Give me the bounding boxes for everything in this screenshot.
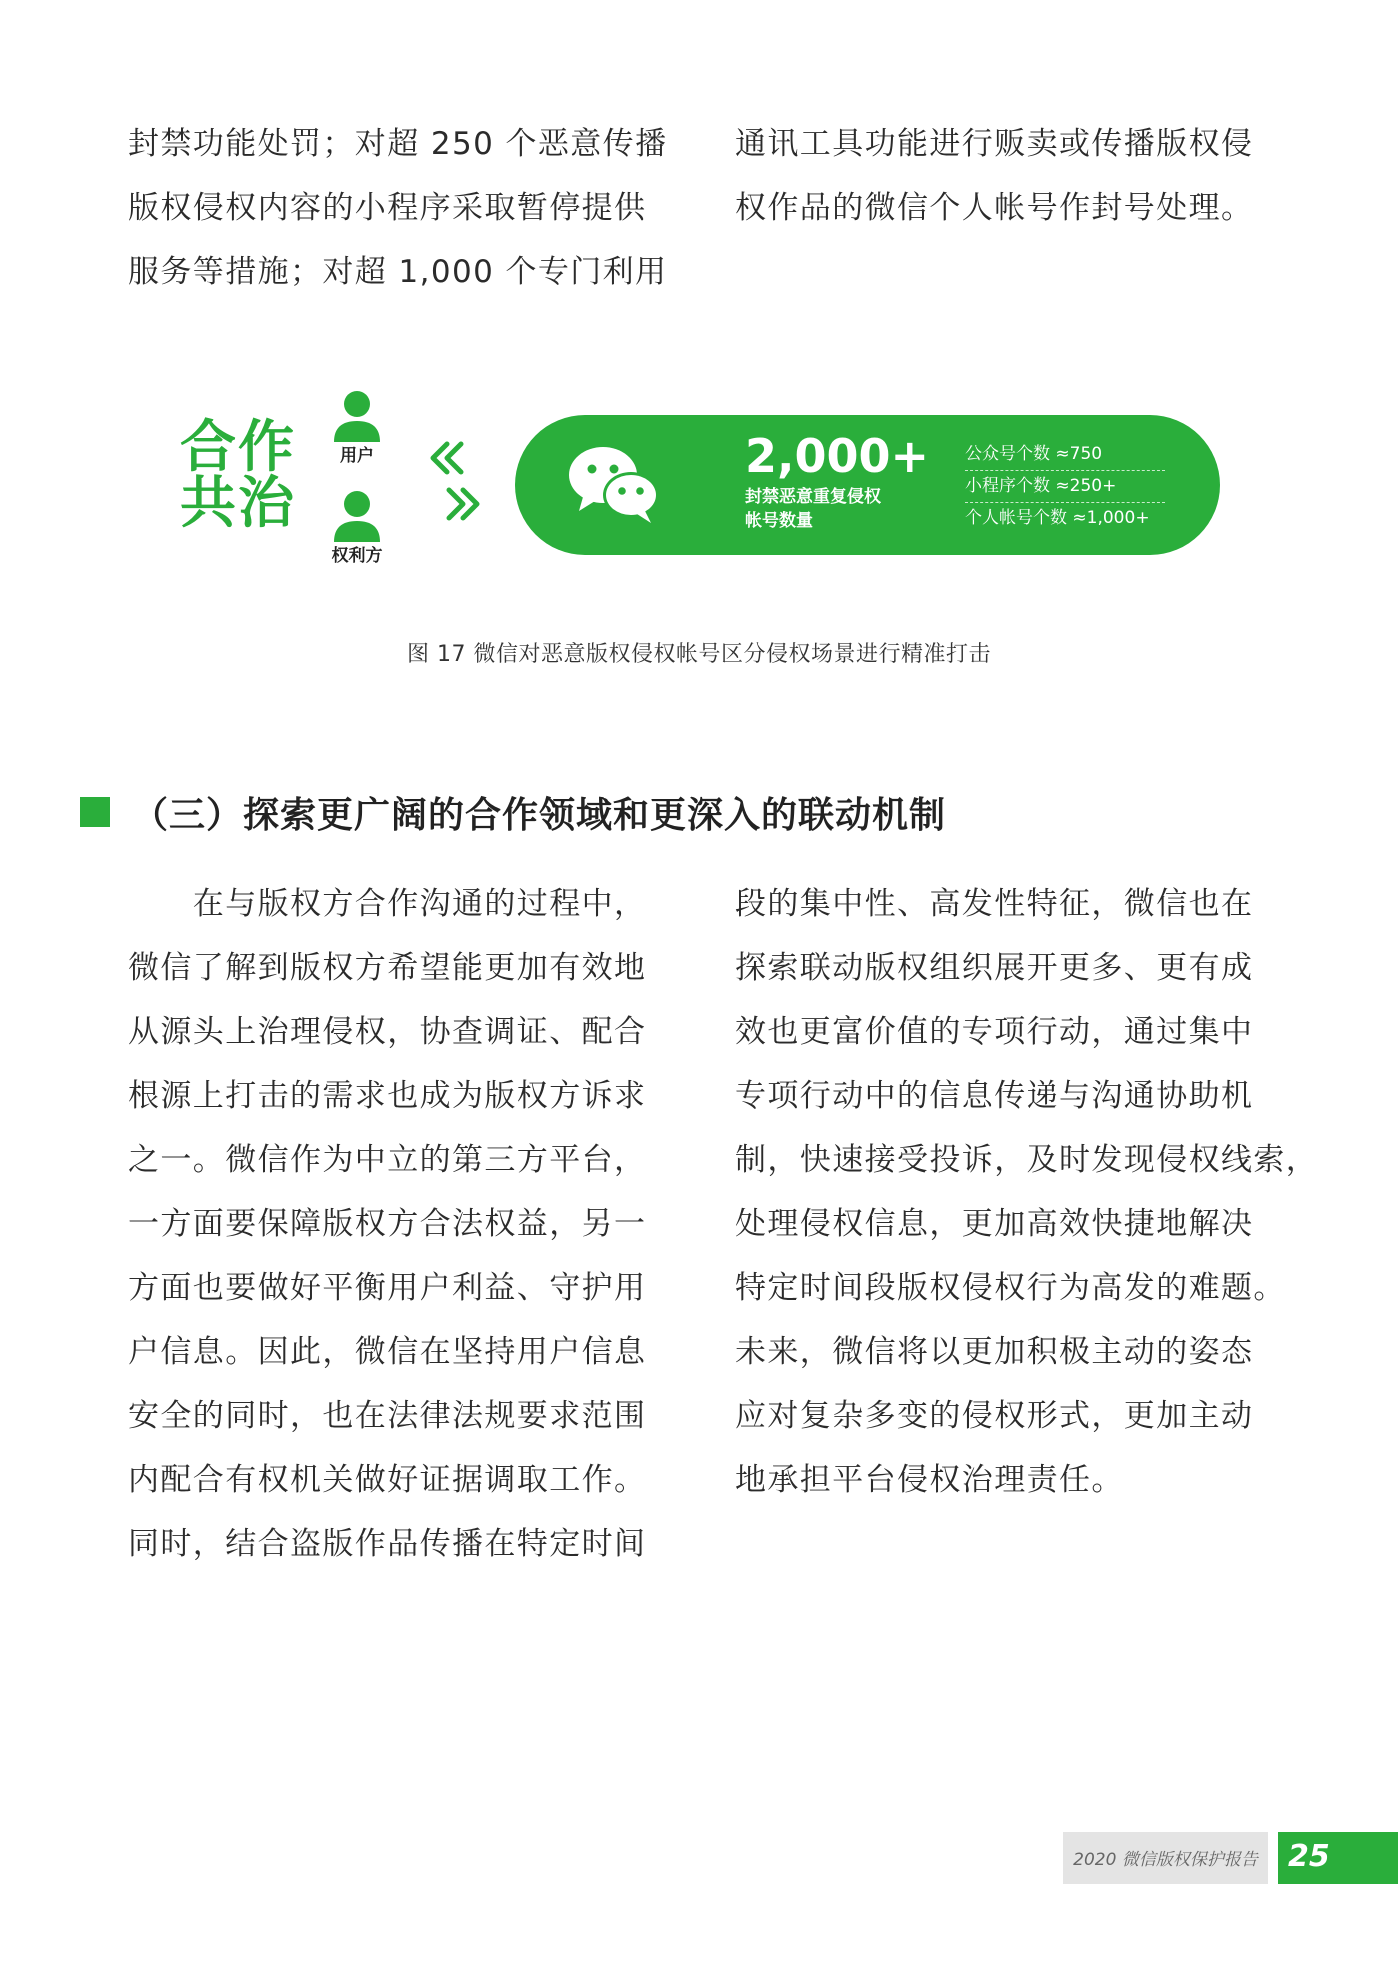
page-number: 25 (1288, 1839, 1330, 1874)
footer-title-box (1063, 1832, 1268, 1884)
paragraph-line: 制，快速接受投诉，及时发现侵权线索， (735, 1142, 1319, 1178)
section-heading-text: （三）探索更广阔的合作领域和更深入的联动机制 (132, 794, 947, 836)
paragraph-line: 内配合有权机关做好证据调取工作。 (128, 1462, 647, 1498)
paragraph-line: 同时，结合盗版作品传播在特定时间 (128, 1526, 647, 1562)
caption-line2: 帐号数量 (745, 511, 813, 531)
figure-caption: 图 17 微信对恶意版权侵权帐号区分侵权场景进行精准打击 (407, 642, 991, 667)
wechat-logo-icon (565, 439, 665, 529)
double-chevron-arrows (425, 438, 485, 528)
body-left-column (128, 872, 646, 1576)
cooperation-title-line2: 共治 (180, 471, 296, 536)
paragraph-line: 专项行动中的信息传递与沟通协助机 (735, 1078, 1254, 1114)
rights-holder-label: 权利方 (331, 546, 383, 566)
paragraph-line: 一方面要保障版权方合法权益，另一 (128, 1206, 647, 1242)
top-right-column (735, 112, 1253, 240)
paragraph-line: 探索联动版权组织展开更多、更有成 (735, 950, 1254, 986)
paragraph-line: 封禁功能处罚；对超 250 个恶意传播 (128, 126, 668, 162)
stat-mini-programs: 小程序个数 ≈250+ (965, 471, 1165, 503)
stats-pill (515, 415, 1220, 555)
section-heading (80, 785, 946, 839)
paragraph-line: 未来，微信将以更加积极主动的姿态 (735, 1334, 1254, 1370)
paragraph-line: 段的集中性、高发性特征，微信也在 (735, 886, 1254, 922)
paragraph-line: 权作品的微信个人帐号作封号处理。 (735, 190, 1254, 226)
cooperation-title (180, 415, 296, 536)
paragraph-line: 通讯工具功能进行贩卖或传播版权侵 (735, 126, 1254, 162)
rights-holder-group (322, 490, 392, 566)
paragraph-line: 之一。微信作为中立的第三方平台， (128, 1142, 647, 1178)
footer-page-box (1278, 1832, 1398, 1884)
stat-official-accounts: 公众号个数 ≈750 (965, 439, 1165, 471)
footer-report-title: 2020 微信版权保护报告 (1073, 1850, 1258, 1870)
figure-17 (170, 390, 1230, 580)
paragraph-line: 版权侵权内容的小程序采取暂停提供 (128, 190, 647, 226)
paragraph-line: 方面也要做好平衡用户利益、守护用 (128, 1270, 647, 1306)
paragraph-line: 在与版权方合作沟通的过程中， (128, 886, 647, 922)
banned-accounts-caption (745, 485, 881, 533)
paragraph-line: 特定时间段版权侵权行为高发的难题。 (735, 1270, 1286, 1306)
double-chevron-left-icon (433, 444, 461, 472)
banned-accounts-total: 2,000+ (745, 429, 930, 483)
paragraph-line: 效也更富价值的专项行动，通过集中 (735, 1014, 1254, 1050)
heading-square-icon (80, 797, 110, 827)
paragraph-line: 从源头上治理侵权，协查调证、配合 (128, 1014, 647, 1050)
caption-line1: 封禁恶意重复侵权 (745, 487, 881, 507)
paragraph-line: 应对复杂多变的侵权形式，更加主动 (735, 1398, 1254, 1434)
paragraph-line: 户信息。因此，微信在坚持用户信息 (128, 1334, 647, 1370)
paragraph-line: 安全的同时，也在法律法规要求范围 (128, 1398, 647, 1434)
cooperation-title-line1: 合作 (180, 415, 296, 480)
paragraph-line: 服务等措施；对超 1,000 个专门利用 (128, 254, 668, 290)
user-group (322, 390, 392, 466)
paragraph-line: 根源上打击的需求也成为版权方诉求 (128, 1078, 647, 1114)
stats-list (965, 439, 1165, 534)
rights-holder-icon (332, 490, 382, 544)
user-label: 用户 (340, 446, 374, 466)
stat-personal-accounts: 个人帐号个数 ≈1,000+ (965, 508, 1150, 528)
paragraph-line: 地承担平台侵权治理责任。 (735, 1462, 1124, 1498)
body-right-column (735, 872, 1318, 1512)
double-chevron-right-icon (449, 490, 477, 518)
top-left-column (128, 112, 667, 304)
paragraph-line: 微信了解到版权方希望能更加有效地 (128, 950, 647, 986)
user-icon (332, 390, 382, 444)
paragraph-line: 处理侵权信息，更加高效快捷地解决 (735, 1206, 1254, 1242)
